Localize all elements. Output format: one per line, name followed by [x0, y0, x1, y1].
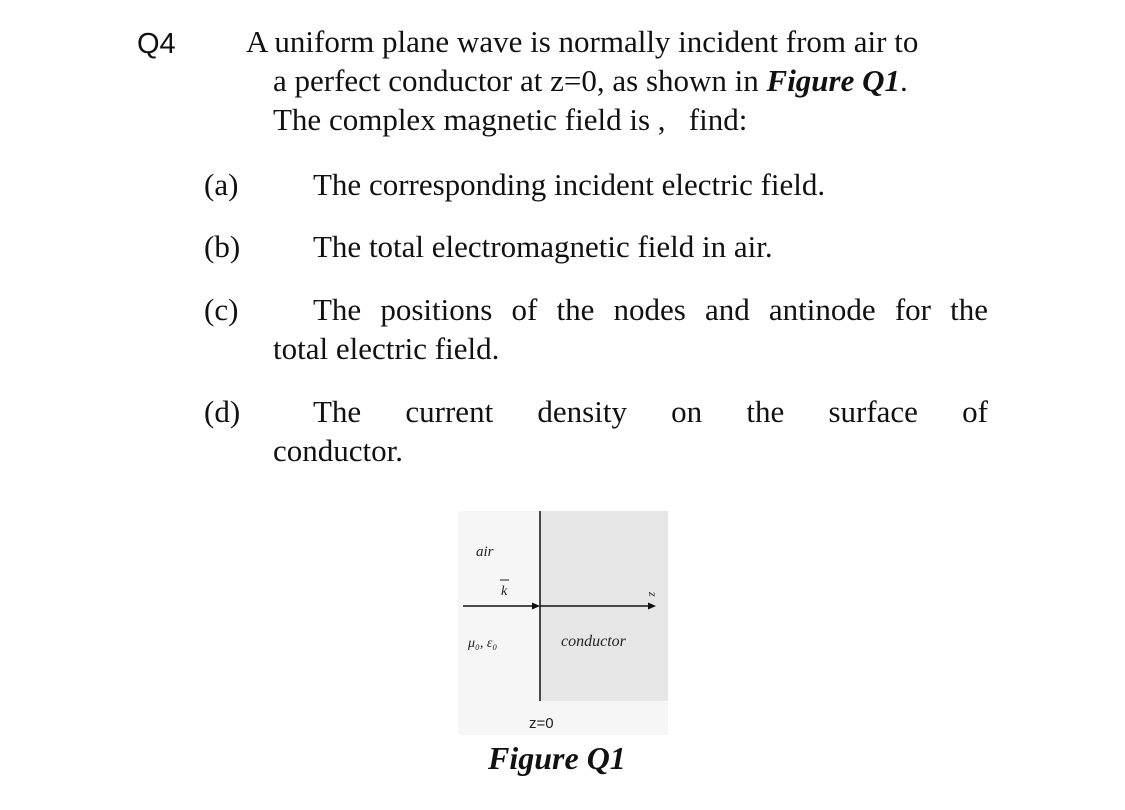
part-c-text-line2: total electric field.	[273, 331, 500, 366]
question-intro-line1: A uniform plane wave is normally incident from air to	[246, 24, 919, 59]
part-d-word: The	[313, 394, 362, 429]
part-a-text: The corresponding incident electric field.	[313, 167, 826, 202]
part-d-word: of	[962, 394, 988, 429]
part-d-label: (d)	[204, 394, 241, 429]
boundary-label: z=0	[529, 715, 554, 732]
k-vector-label: k	[501, 584, 508, 599]
conductor-label: conductor	[561, 633, 626, 650]
figure-q1-diagram	[458, 511, 668, 735]
part-c-label: (c)	[204, 292, 239, 327]
part-d-text-line2: conductor.	[273, 433, 403, 468]
air-region	[458, 511, 540, 735]
figure-reference: Figure Q1	[766, 63, 901, 98]
question-intro-line2	[273, 62, 908, 100]
part-d-word: the	[746, 394, 785, 429]
part-b-label: (b)	[204, 229, 241, 264]
part-d-text-line1	[313, 393, 988, 431]
figure-caption: Figure Q1	[488, 740, 626, 776]
intro-line2-text: a perfect conductor at z=0, as shown in	[273, 63, 767, 98]
part-b-text: The total electromagnetic field in air.	[313, 229, 773, 264]
medium-label: μ₀, ε₀	[468, 636, 498, 651]
intro-line2-end: .	[900, 63, 908, 98]
part-a-label: (a)	[204, 167, 239, 202]
question-number: Q4	[137, 28, 176, 60]
air-label: air	[476, 544, 494, 560]
z-axis-label: z	[646, 592, 660, 597]
part-d-word: current	[405, 394, 494, 429]
question-intro-line3: The complex magnetic field is , find:	[273, 102, 748, 137]
part-c-text-line1: The positions of the nodes and antinode for the	[313, 292, 988, 327]
part-d-word: density	[537, 394, 627, 429]
part-d-word: on	[671, 394, 703, 429]
part-d-word: surface	[828, 394, 918, 429]
